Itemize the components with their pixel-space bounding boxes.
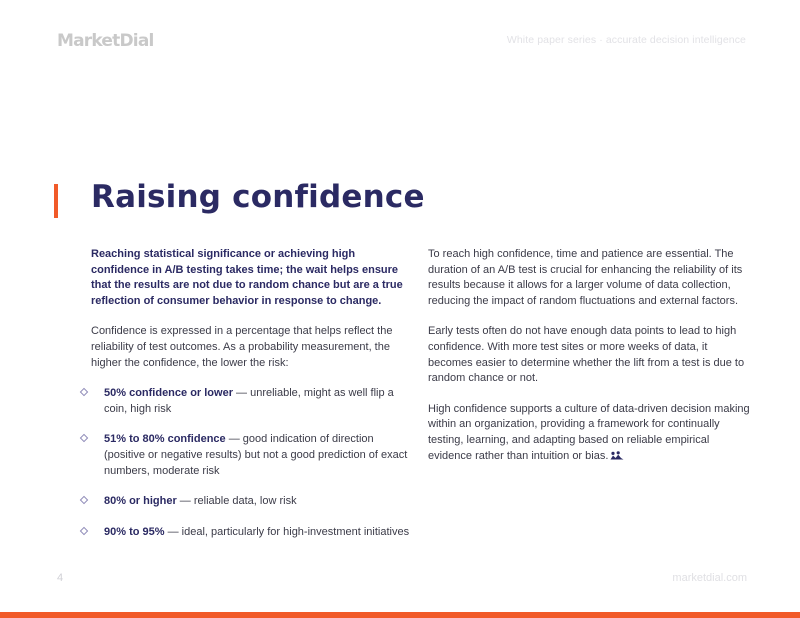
list-item-label: 80% or higher [104, 495, 177, 508]
end-mark-icon [610, 450, 624, 466]
header-tagline: White paper series · accurate decision intelligence [506, 34, 746, 46]
diamond-bullet-icon [80, 496, 88, 504]
page-title: Raising confidence [91, 179, 425, 215]
footer-url: marketdial.com [672, 572, 747, 584]
list-item [91, 432, 411, 479]
list-item-text: — ideal, particularly for high-investment initiatives [164, 525, 410, 538]
right-column [428, 247, 753, 480]
title-accent-bar [54, 184, 58, 218]
diamond-bullet-icon [80, 388, 88, 396]
confidence-list [91, 386, 411, 540]
list-item-text: — reliable data, low risk [176, 495, 297, 508]
brand-logo: MarketDial [57, 31, 154, 51]
diamond-bullet-icon [80, 434, 88, 442]
list-item-label: 51% to 80% confidence [104, 433, 226, 446]
footer-accent-bar [0, 612, 800, 618]
intro-paragraph: Confidence is expressed in a percentage that helps reflect the reliability of test outcomes. As a probability measurement, the higher the confidence, the lower the risk: [91, 325, 393, 369]
list-item-text: — good indication of direction (positive or negative results) but not a good prediction of exact numbers, moderate risk [104, 433, 408, 477]
list-item [91, 494, 411, 510]
left-column [91, 247, 411, 555]
list-item [91, 525, 411, 541]
closing-paragraph [428, 402, 753, 465]
diamond-bullet-icon [80, 526, 88, 534]
page-number: 4 [57, 572, 64, 584]
list-item-label: 50% confidence or lower [104, 387, 233, 400]
lead-paragraph: Reaching statistical significance or achieving high confidence in A/B testing takes time; the wait helps ensure that the results are not due to random chance but are a true reflection of consumer behavior in response to change. [91, 248, 403, 307]
list-item-text: — unreliable, might as well flip a coin, high risk [104, 387, 394, 415]
body-paragraph: Early tests often do not have enough data points to lead to high confidence. With more test sites or more weeks of data, it becomes easier to determine whether the lift from a test is due to random chance or not. [428, 325, 745, 385]
closing-text: High confidence supports a culture of data-driven decision making within an organization, providing a framework for continually testing, learning, and adapting based on reliable empirical evidence rather than intuition or bias. [428, 402, 750, 462]
list-item [91, 386, 411, 417]
list-item-label: 90% to 95% [104, 525, 165, 538]
body-paragraph: To reach high confidence, time and patience are essential. The duration of an A/B test is crucial for enhancing the reliability of its results because it allows for a larger volume of data collection, reducing the impact of random fluctuations and external factors. [428, 248, 743, 307]
